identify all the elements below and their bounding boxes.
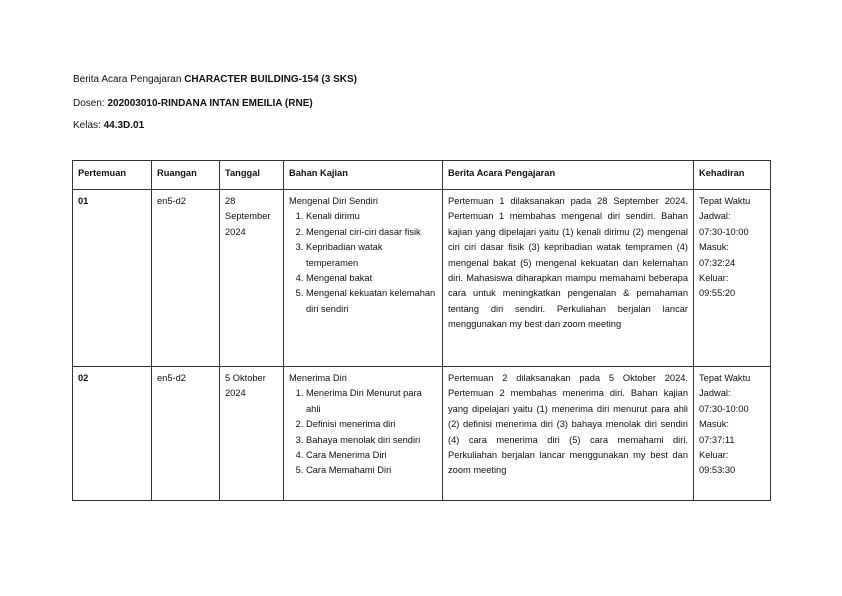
column-header: Bahan Kajian — [284, 161, 443, 190]
masuk-value: 07:32:24 — [699, 257, 736, 268]
keluar-label: Keluar: — [699, 273, 729, 284]
table-row — [73, 190, 771, 367]
list-item: 4. Mengenal bakat — [306, 271, 437, 286]
list-item: 2. Definisi menerima diri — [306, 417, 437, 432]
kehadiran-cell — [694, 190, 771, 367]
list-item: 1. Kenali dirimu — [306, 209, 437, 224]
list-item: 3. Bahaya menolak diri sendiri — [306, 433, 437, 448]
class-label: Kelas: — [73, 120, 101, 131]
kehadiran-cell — [694, 367, 771, 501]
teaching-record-table — [72, 160, 771, 501]
jadwal-value: 07:30-10:00 — [699, 403, 749, 414]
list-item: 5. Mengenal kekuatan kelemahan diri sendiri — [306, 286, 437, 317]
bahan-kajian-title: Menerima Diri — [289, 373, 347, 383]
bahan-kajian-list — [289, 386, 437, 478]
keluar-value: 09:55:20 — [699, 288, 736, 299]
bahan-kajian-cell — [284, 367, 443, 501]
pertemuan-cell: 01 — [73, 190, 152, 367]
berita-acara-cell: Pertemuan 2 dilaksanakan pada 5 Oktober 2024. Pertemuan 2 membahas menerima diri. Bahan kajian yang dipelajari yaitu (1) menerima diri menurut para ahli (2) definisi menerima diri (3) bahaya menolak diri sendiri (4) cara menerima diri (5) cara memahami diri. Perkuliahan berjalan lancar menggunakan my best dan zoom meeting — [443, 367, 694, 501]
class-line — [73, 119, 144, 132]
column-header: Ruangan — [152, 161, 220, 190]
tanggal-cell: 28 September 2024 — [220, 190, 284, 367]
list-item: 3. Kepribadian watak temperamen — [306, 240, 437, 271]
pertemuan-cell: 02 — [73, 367, 152, 501]
course-title-value: CHARACTER BUILDING-154 (3 SKS) — [184, 74, 357, 85]
column-header: Kehadiran — [694, 161, 771, 190]
column-header: Pertemuan — [73, 161, 152, 190]
keluar-label: Keluar: — [699, 450, 729, 461]
jadwal-label: Jadwal: — [699, 211, 731, 222]
table-row — [73, 367, 771, 501]
bahan-kajian-title: Mengenal Diri Sendiri — [289, 196, 378, 206]
column-header: Berita Acara Pengajaran — [443, 161, 694, 190]
jadwal-value: 07:30-10:00 — [699, 226, 749, 237]
keluar-value: 09:53:30 — [699, 465, 736, 476]
course-title-label: Berita Acara Pengajaran — [73, 74, 182, 85]
ruangan-cell: en5-d2 — [152, 190, 220, 367]
bahan-kajian-cell — [284, 190, 443, 367]
kehadiran-status: Tepat Waktu — [699, 373, 751, 383]
masuk-label: Masuk: — [699, 242, 729, 253]
lecturer-value: 202003010-RINDANA INTAN EMEILIA (RNE) — [107, 98, 313, 109]
masuk-value: 07:37:11 — [699, 434, 735, 445]
ruangan-cell: en5-d2 — [152, 367, 220, 501]
masuk-label: Masuk: — [699, 419, 729, 430]
kehadiran-status: Tepat Waktu — [699, 196, 751, 206]
list-item: 5. Cara Memahami Diri — [306, 463, 437, 478]
lecturer-label: Dosen: — [73, 98, 105, 109]
list-item: 4. Cara Menerima Diri — [306, 448, 437, 463]
list-item: 2. Mengenal ciri-ciri dasar fisik — [306, 225, 437, 240]
lecturer-line — [73, 97, 313, 110]
tanggal-cell: 5 Oktober 2024 — [220, 367, 284, 501]
berita-acara-cell: Pertemuan 1 dilaksanakan pada 28 September 2024. Pertemuan 1 membahas mengenal diri sendiri. Bahan kajian yang dipelajari yaitu (1) kenali dirimu (2) mengenal ciri ciri dasar fisik (3) kepribadian watak tempramen (4) mengenal bakat (5) mengenal kekuatan dan kelemahan diri. Mahasiswa diharapkan mampu memahami beberapa cara untuk meningkatkan pengenalan & pemahaman tentang diri sendiri. Perkuliahan berjalan lancar menggunakan my best dan zoom meeting — [443, 190, 694, 367]
list-item: 1. Menerima Diri Menurut para ahli — [306, 386, 437, 417]
column-header: Tanggal — [220, 161, 284, 190]
jadwal-label: Jadwal: — [699, 388, 731, 399]
table-header-row — [73, 161, 771, 190]
class-value: 44.3D.01 — [103, 120, 145, 131]
bahan-kajian-list — [289, 209, 437, 317]
course-title-line — [73, 73, 357, 86]
